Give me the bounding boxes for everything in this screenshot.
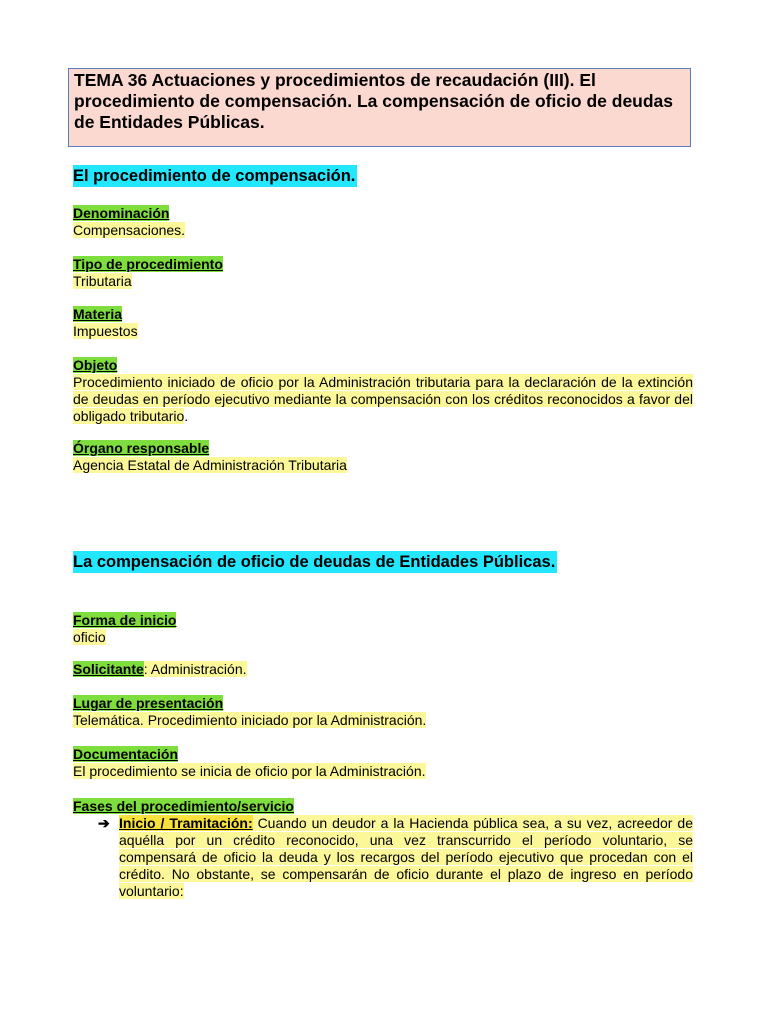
solicitante-label: Solicitante: [73, 661, 144, 677]
forma-value: oficio: [73, 629, 106, 645]
tipo-value: Tributaria: [73, 273, 132, 289]
fases-label: Fases del procedimiento/servicio: [73, 798, 294, 814]
lugar-value: Telemática. Procedimiento iniciado por la Administración.: [73, 712, 427, 728]
bullet-paragraph: [119, 815, 693, 900]
denominacion-value: Compensaciones.: [73, 222, 186, 238]
objeto-period: .: [184, 408, 189, 424]
organo-label: Órgano responsable: [73, 440, 210, 456]
field-denominacion: [73, 205, 185, 239]
section-heading-compensacion: El procedimiento de compensación.: [73, 167, 356, 185]
denominacion-label: Denominación: [73, 205, 170, 221]
field-documentacion: [73, 746, 426, 780]
objeto-value: Procedimiento iniciado de oficio por la Administración tributaria para la declaración de la extinción de deudas en período ejecutivo mediante la compensación con los créditos reconocidos a favor del obligado tributario: [73, 374, 693, 424]
materia-label: Materia: [73, 306, 123, 322]
objeto-paragraph: [73, 374, 693, 425]
bullet-inicio-tramitacion: [98, 815, 693, 900]
field-lugar-presentacion: [73, 695, 426, 729]
field-materia: [73, 306, 138, 340]
forma-label: Forma de inicio: [73, 612, 177, 628]
arrow-bullet-icon: ➔: [98, 815, 110, 831]
field-organo-responsable: [73, 440, 347, 474]
section-heading-entidades-publicas: La compensación de oficio de deudas de Entidades Públicas.: [73, 553, 556, 571]
document-title: TEMA 36 Actuaciones y procedimientos de recaudación (III). El procedimiento de compensación. La compensación de oficio de deudas de Entidades Públicas.: [68, 68, 691, 147]
bullet-title: Inicio / Tramitación:: [119, 815, 253, 831]
field-solicitante: [73, 661, 247, 678]
objeto-label: Objeto: [73, 357, 118, 373]
bullet-body: Cuando un deudor a la Hacienda pública sea, a su vez, acreedor de aquélla por un crédito reconocido, una vez transcurrido el período voluntario, se compensará de oficio la deuda y los recargos del período ejecutivo que procedan con el crédito. No obstante, se compensarán de oficio durante el plazo de ingreso en período voluntario:: [119, 815, 693, 899]
field-objeto: [73, 357, 693, 425]
lugar-label: Lugar de presentación: [73, 695, 224, 711]
field-forma-inicio: [73, 612, 176, 646]
field-tipo-procedimiento: [73, 256, 223, 290]
organo-value: Agencia Estatal de Administración Tributaria: [73, 457, 347, 473]
tipo-label: Tipo de procedimiento: [73, 256, 223, 272]
documentacion-label: Documentación: [73, 746, 179, 762]
field-fases-procedimiento: [73, 798, 294, 815]
solicitante-value: : Administración.: [143, 661, 247, 677]
materia-value: Impuestos: [73, 323, 138, 339]
documentacion-value: El procedimiento se inicia de oficio por la Administración.: [73, 763, 426, 779]
